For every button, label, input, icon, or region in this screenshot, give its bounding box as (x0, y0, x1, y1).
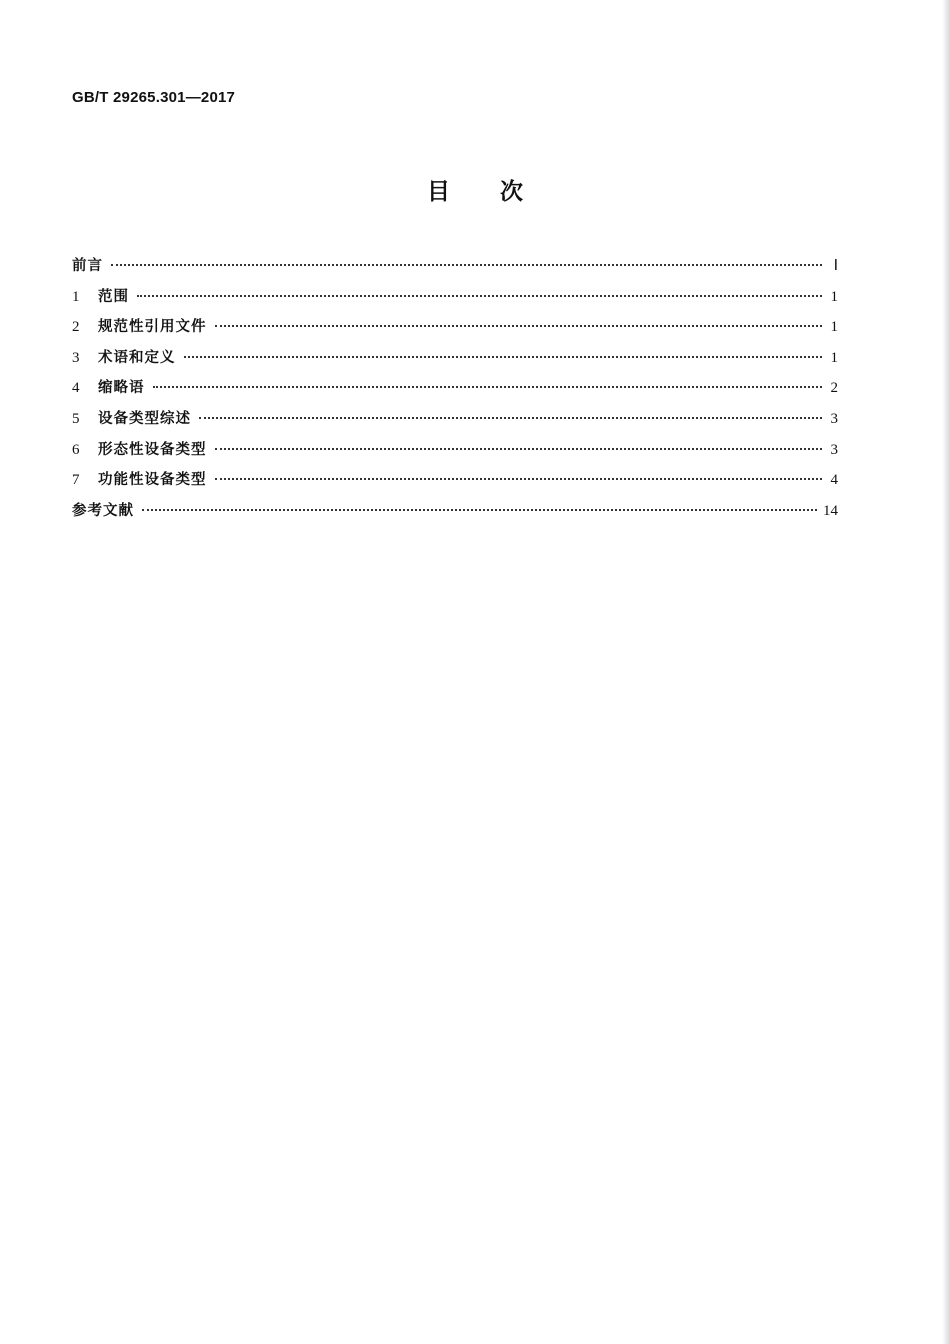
toc-entry-label: 术语和定义 (98, 349, 176, 366)
toc-entry-label: 设备类型综述 (98, 410, 191, 427)
toc-entry-number: 3 (72, 349, 80, 366)
toc-dot-leader (184, 356, 823, 358)
toc-dot-leader (137, 295, 822, 297)
toc-entry-number: 5 (72, 410, 80, 427)
toc-entry-label: 功能性设备类型 (98, 472, 207, 489)
toc-entry-morphological-device-types[interactable] (72, 438, 838, 469)
toc-dot-leader (111, 264, 822, 266)
toc-entry-number: 1 (72, 288, 80, 305)
toc-entry-scope[interactable] (72, 285, 838, 316)
toc-entry-number: 6 (72, 441, 80, 458)
toc-entry-number: 7 (72, 472, 80, 489)
toc-entry-number: 2 (72, 319, 80, 336)
toc-entry-abbreviations[interactable] (72, 376, 838, 407)
toc-entry-label: 缩略语 (98, 380, 145, 397)
toc-entry-label: 参考文献 (72, 502, 134, 519)
toc-entry-normative-references[interactable] (72, 315, 838, 346)
toc-dot-leader (153, 386, 823, 388)
toc-title: 目次 (427, 179, 573, 205)
toc-dot-leader (142, 509, 817, 511)
toc-entry-page: 14 (823, 502, 838, 519)
toc-dot-leader (215, 325, 823, 327)
toc-entry-page: 4 (830, 472, 838, 489)
toc-entry-device-type-overview[interactable] (72, 407, 838, 438)
toc-entry-bibliography[interactable] (72, 499, 838, 530)
toc-entry-label: 范围 (98, 288, 129, 305)
toc-entry-functional-device-types[interactable] (72, 468, 838, 499)
toc-entry-foreword[interactable] (72, 254, 838, 285)
toc-entry-page: Ⅰ (833, 258, 838, 274)
toc-entry-page: 3 (830, 441, 838, 458)
toc-dot-leader (199, 417, 822, 419)
toc-dot-leader (215, 448, 823, 450)
toc-entry-label: 形态性设备类型 (98, 441, 207, 458)
toc-entry-terms-definitions[interactable] (72, 346, 838, 377)
toc-entry-page: 1 (830, 349, 838, 366)
toc-entry-number: 4 (72, 380, 80, 397)
standard-code: GB/T 29265.301—2017 (72, 89, 236, 106)
toc-entry-page: 2 (830, 380, 838, 397)
toc-dot-leader (215, 478, 823, 480)
toc-entry-page: 3 (830, 410, 838, 427)
toc-entry-label: 前言 (72, 258, 103, 274)
toc-entry-label: 规范性引用文件 (98, 319, 207, 336)
table-of-contents (72, 254, 838, 529)
toc-entry-page: 1 (830, 288, 838, 305)
toc-entry-page: 1 (830, 319, 838, 336)
